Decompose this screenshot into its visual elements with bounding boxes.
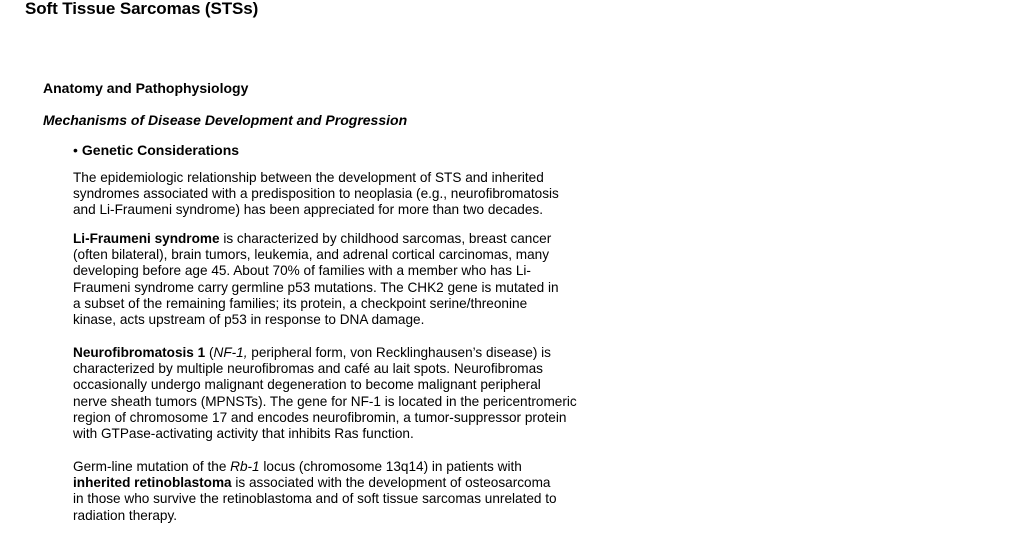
text-line: nerve sheath tumors (MPNSTs). The gene for NF-1 is located in the pericentromeric [73, 393, 577, 409]
term-neurofibromatosis: Neurofibromatosis 1 [73, 345, 206, 360]
text-fragment: is characterized by childhood sarcomas, breast cancer [219, 231, 552, 246]
text-fragment: ( [205, 345, 214, 360]
text-line: syndromes associated with a predisposition to neoplasia (e.g., neurofibromatosis [73, 186, 559, 202]
text-line: with GTPase-activating activity that inhibits Ras function. [73, 426, 414, 442]
text-line: (often bilateral), brain tumors, leukemia, and adrenal cortical carcinomas, many [73, 247, 549, 263]
text-line: The epidemiologic relationship between the development of STS and inherited [73, 170, 544, 185]
text-line: and Li-Fraumeni syndrome) has been appreciated for more than two decades. [73, 202, 543, 218]
gene-nf1: NF-1, [213, 345, 248, 360]
page-title: Soft Tissue Sarcomas (STSs) [25, 0, 259, 18]
text-line: kinase, acts upstream of p53 in response to DNA damage. [73, 312, 425, 328]
text-line [73, 459, 613, 475]
bullet-marker: • [73, 142, 78, 158]
subsection-heading: Mechanisms of Disease Development and Progression [43, 112, 408, 128]
paragraph-intro [73, 170, 613, 219]
section-heading: Anatomy and Pathophysiology [43, 80, 249, 96]
paragraph-neurofibromatosis [73, 345, 613, 442]
text-fragment: locus (chromosome 13q14) in patients with [259, 459, 522, 474]
text-fragment: peripheral form, von Recklinghausen’s disease) is [247, 345, 551, 360]
text-line: in those who survive the retinoblastoma and of soft tissue sarcomas unrelated to [73, 491, 557, 507]
bullet-label: Genetic Considerations [81, 142, 240, 158]
term-retinoblastoma: inherited retinoblastoma [73, 475, 232, 491]
text-line [73, 345, 613, 361]
text-line [73, 475, 613, 491]
paragraph-retinoblastoma [73, 459, 613, 524]
text-line: occasionally undergo malignant degeneration to become malignant peripheral [73, 377, 541, 393]
bullet-heading [73, 142, 239, 158]
text-line: region of chromosome 17 and encodes neurofibromin, a tumor-suppressor protein [73, 409, 567, 425]
gene-rb1: Rb-1 [230, 459, 260, 474]
text-fragment: is associated with the development of osteosarcoma [231, 475, 551, 491]
text-line: Fraumeni syndrome carry germline p53 mutations. The CHK2 gene is mutated in [73, 279, 559, 295]
text-line: a subset of the remaining families; its protein, a checkpoint serine/threonine [73, 295, 528, 311]
text-line [73, 231, 613, 247]
text-fragment: Germ-line mutation of the [73, 459, 231, 474]
text-line: characterized by multiple neurofibromas and café au lait spots. Neurofibromas [73, 361, 543, 377]
paragraph-li-fraumeni [73, 231, 613, 328]
text-line: developing before age 45. About 70% of families with a member who has Li- [73, 263, 531, 279]
text-line: radiation therapy. [73, 507, 178, 523]
term-li-fraumeni: Li-Fraumeni syndrome [73, 231, 220, 246]
